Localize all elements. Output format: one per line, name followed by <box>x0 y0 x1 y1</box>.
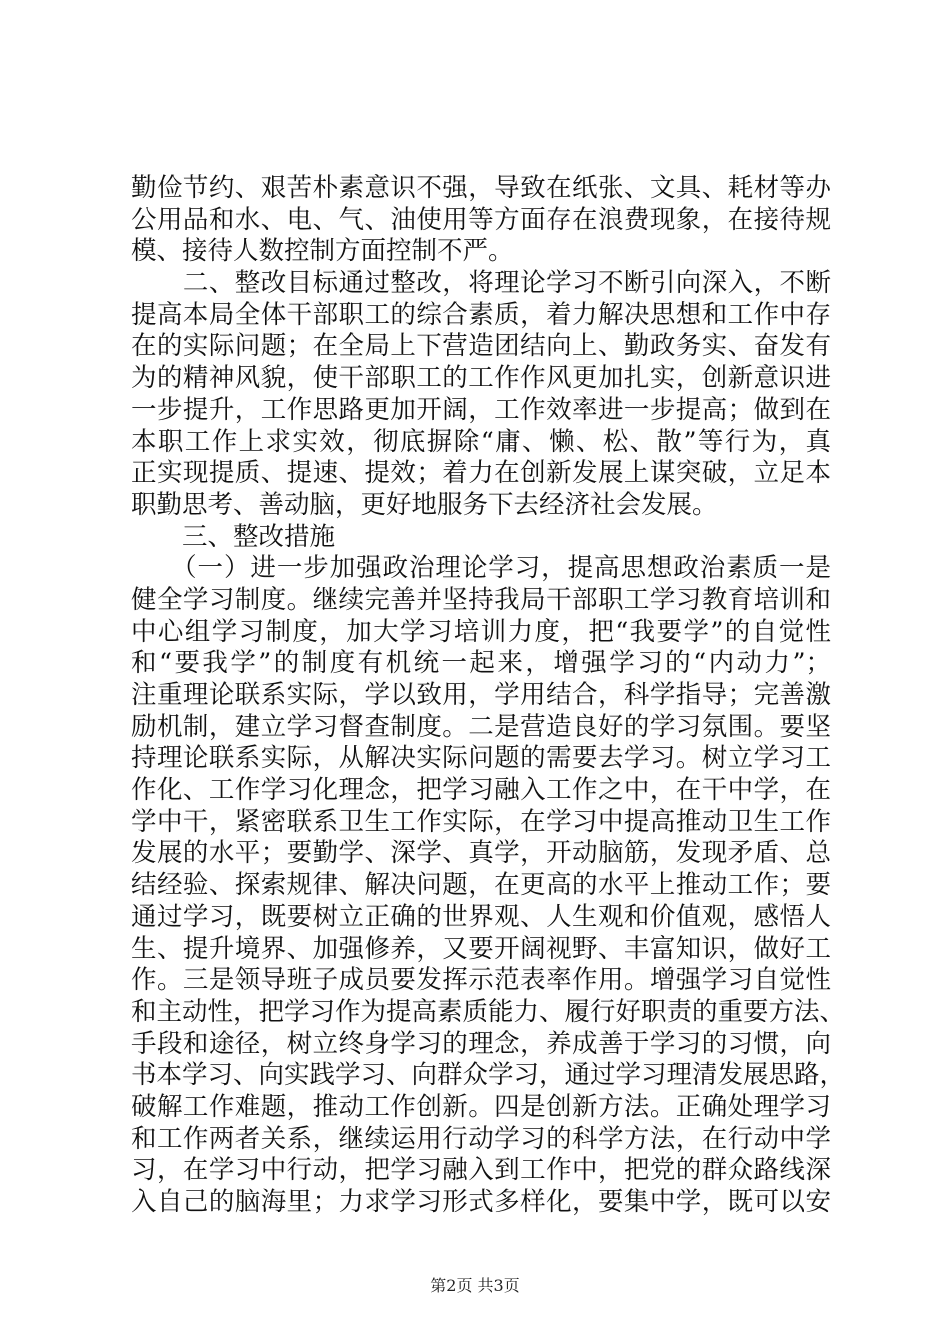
text-line: 破解工作难题，推动工作创新。四是创新方法。正确处理学习 <box>131 1091 831 1122</box>
document-body <box>131 173 846 1219</box>
text-line: 持理论联系实际，从解决实际问题的需要去学习。树立学习工 <box>131 743 831 774</box>
text-line: 注重理论联系实际，学以致用，学用结合，科学指导；完善激 <box>131 680 831 710</box>
text-line: 和主动性，把学习作为提高素质能力、履行好职责的重要方法、 <box>131 996 846 1027</box>
text-line: 在的实际问题；在全局上下营造团结向上、勤政务实、奋发有 <box>131 331 831 362</box>
text-line: 职勤思考、善动脑，更好地服务下去经济社会发展。 <box>131 489 718 520</box>
text-line: 本职工作上求实效，彻底摒除“庸、懒、松、散”等行为，真 <box>131 426 831 457</box>
text-line: 正实现提质、提速、提效；着力在创新发展上谋突破，立足本 <box>131 458 831 489</box>
section-heading: 三、整改措施 <box>131 521 336 552</box>
text-line: 一步提升，工作思路更加开阔，工作效率进一步提高；做到在 <box>131 394 831 425</box>
text-line: 公用品和水、电、气、油使用等方面存在浪费现象，在接待规 <box>131 204 831 235</box>
text-line: 勤俭节约、艰苦朴素意识不强，导致在纸张、文具、耗材等办 <box>131 173 831 203</box>
text-line: 作。三是领导班子成员要发挥示范表率作用。增强学习自觉性 <box>131 965 831 996</box>
page-footer <box>0 1276 950 1296</box>
text-line: 为的精神风貌，使干部职工的工作作风更加扎实，创新意识进 <box>131 363 831 394</box>
text-line: 学中干，紧密联系卫生工作实际，在学习中提高推动卫生工作 <box>131 806 831 837</box>
text-line: 手段和途径，树立终身学习的理念，养成善于学习的习惯，向 <box>131 1028 831 1059</box>
text-line: 和工作两者关系，继续运用行动学习的科学方法，在行动中学 <box>131 1123 831 1154</box>
text-line: 结经验、探索规律、解决问题，在更高的水平上推动工作；要 <box>131 870 831 901</box>
text-line: 习，在学习中行动，把学习融入到工作中，把党的群众路线深 <box>131 1155 831 1186</box>
text-line: 作化、工作学习化理念，把学习融入工作之中，在干中学，在 <box>131 775 831 806</box>
text-line: 二、整改目标通过整改，将理论学习不断引向深入，不断 <box>131 268 831 299</box>
page-number: 第2页 共3页 <box>430 1276 520 1295</box>
text-line: 励机制，建立学习督查制度。二是营造良好的学习氛围。要坚 <box>131 711 831 742</box>
text-line: 入自己的脑海里；力求学习形式多样化，要集中学，既可以安 <box>131 1187 831 1217</box>
text-line: 模、接待人数控制方面控制不严。 <box>131 236 514 267</box>
text-line: 生、提升境界、加强修养，又要开阔视野、丰富知识，做好工 <box>131 933 831 964</box>
text-line: 通过学习，既要树立正确的世界观、人生观和价值观，感悟人 <box>131 901 831 932</box>
text-line: 和“要我学”的制度有机统一起来，增强学习的“内动力”； <box>131 648 831 679</box>
text-line: 书本学习、向实践学习、向群众学习，通过学习理清发展思路， <box>131 1060 846 1091</box>
text-line: 发展的水平；要勤学、深学、真学，开动脑筋，发现矛盾、总 <box>131 838 831 869</box>
text-line: 提高本局全体干部职工的综合素质，着力解决思想和工作中存 <box>131 299 831 330</box>
text-line: （一）进一步加强政治理论学习，提高思想政治素质一是 <box>131 553 831 584</box>
text-line: 中心组学习制度，加大学习培训力度，把“我要学”的自觉性 <box>131 616 831 647</box>
text-line: 健全学习制度。继续完善并坚持我局干部职工学习教育培训和 <box>131 584 831 615</box>
